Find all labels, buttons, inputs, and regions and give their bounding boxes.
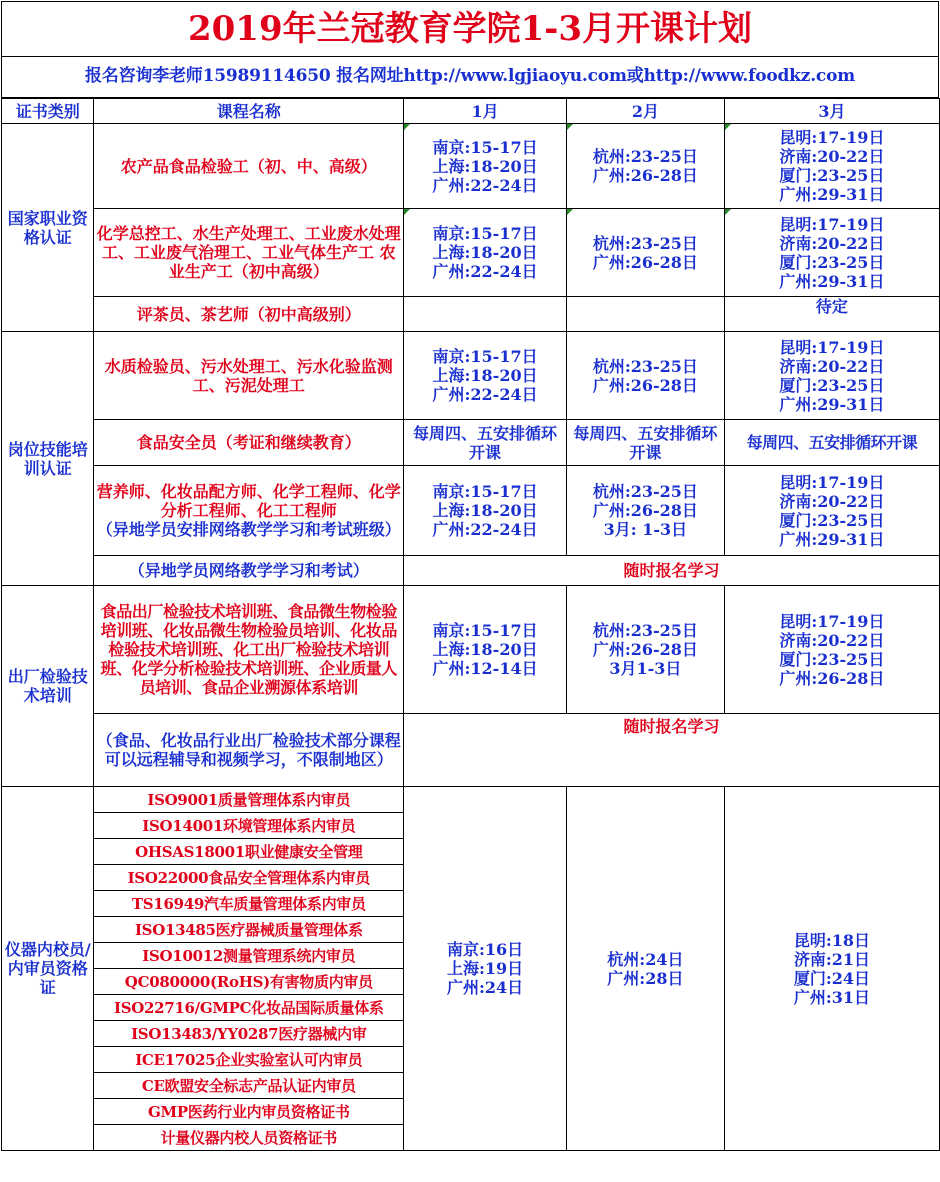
table-row (2, 787, 940, 813)
header-feb: 2月 (566, 99, 724, 124)
header-mar: 3月 (724, 99, 939, 124)
jan-cell: 南京:16日 上海:19日 广州:24日 (404, 787, 567, 1151)
mar-cell: 待定 (724, 297, 939, 332)
category-cell: 岗位技能培训认证 (2, 332, 94, 586)
mar-cell: 每周四、五安排循环开课 (724, 420, 939, 466)
course-cell: ISO13483/YY0287医疗器械内审 (94, 1021, 404, 1047)
table-row (2, 466, 940, 556)
table-row (2, 332, 940, 420)
course-cell: GMP医药行业内审员资格证书 (94, 1099, 404, 1125)
table-row (2, 124, 940, 209)
jan-cell: 南京:15-17日 上海:18-20日 广州:22-24日 (404, 209, 567, 297)
header-course: 课程名称 (94, 99, 404, 124)
table-row (2, 209, 940, 297)
table-row (2, 420, 940, 466)
header-row (2, 99, 940, 124)
course-cell: 食品安全员（考证和继续教育） (94, 420, 404, 466)
table-row (2, 556, 940, 586)
table-row (2, 297, 940, 332)
feb-cell: 杭州:23-25日 广州:26-28日 (566, 332, 724, 420)
jan-cell: 南京:15-17日 上海:18-20日 广州:12-14日 (404, 586, 567, 714)
course-cell: （异地学员网络教学学习和考试） (94, 556, 404, 586)
jan-cell: 南京:15-17日 上海:18-20日 广州:22-24日 (404, 124, 567, 209)
jan-cell: 南京:15-17日 上海:18-20日 广州:22-24日 (404, 466, 567, 556)
course-cell: 水质检验员、污水处理工、污水化验监测工、污泥处理工 (94, 332, 404, 420)
mar-cell: 昆明:18日 济南:21日 厦门:24日 广州:31日 (724, 787, 939, 1151)
feb-cell: 每周四、五安排循环开课 (566, 420, 724, 466)
jan-cell: 南京:15-17日 上海:18-20日 广州:22-24日 (404, 332, 567, 420)
course-cell: 农产品食品检验工（初、中、高级） (94, 124, 404, 209)
feb-cell: 杭州:23-25日 广州:26-28日 3月1-3日 (566, 586, 724, 714)
course-cell: ICE17025企业实验室认可内审员 (94, 1047, 404, 1073)
course-cell: ISO9001质量管理体系内审员 (94, 787, 404, 813)
mar-cell: 昆明:17-19日 济南:20-22日 厦门:23-25日 广州:26-28日 (724, 586, 939, 714)
feb-cell: 杭州:23-25日 广州:26-28日 (566, 124, 724, 209)
jan-cell: 每周四、五安排循环开课 (404, 420, 567, 466)
category-cell: 出厂检验技术培训 (2, 586, 94, 787)
course-cell: 计量仪器内校人员资格证书 (94, 1125, 404, 1151)
feb-cell: 杭州:23-25日 广州:26-28日 3月: 1-3日 (566, 466, 724, 556)
header-jan: 1月 (404, 99, 567, 124)
course-cell: CE欧盟安全标志产品认证内审员 (94, 1073, 404, 1099)
feb-cell (566, 297, 724, 332)
jan-cell (404, 297, 567, 332)
course-cell: 评茶员、茶艺师（初中高级别） (94, 297, 404, 332)
course-cell: 食品出厂检验技术培训班、食品微生物检验培训班、化妆品微生物检验员培训、化妆品检验技术培训班、化工出厂检验技术培训班、化学分析检验技术培训班、企业质量人员培训、食品企业溯源体系培训 (94, 586, 404, 714)
category-cell: 国家职业资格认证 (2, 124, 94, 332)
table-row (2, 586, 940, 714)
schedule-table (1, 98, 940, 1151)
course-cell: QC080000(RoHS)有害物质内审员 (94, 969, 404, 995)
mar-cell: 昆明:17-19日 济南:20-22日 厦门:23-25日 广州:29-31日 (724, 466, 939, 556)
course-cell: TS16949汽车质量管理体系内审员 (94, 891, 404, 917)
course-cell: （食品、化妆品行业出厂检验技术部分课程可以远程辅导和视频学习，不限制地区） (94, 714, 404, 787)
mar-cell: 昆明:17-19日 济南:20-22日 厦门:23-25日 广州:29-31日 (724, 332, 939, 420)
course-cell: ISO22716/GMPC化妆品国际质量体系 (94, 995, 404, 1021)
course-cell: ISO10012测量管理系统内审员 (94, 943, 404, 969)
header-category: 证书类别 (2, 99, 94, 124)
contact-line: 报名咨询李老师15989114650 报名网址http://www.lgjiaoyu.com或http://www.foodkz.com (1, 57, 939, 98)
course-cell: ISO22000食品安全管理体系内审员 (94, 865, 404, 891)
page-title: 2019年兰冠教育学院1-3月开课计划 (1, 1, 939, 57)
mar-cell: 昆明:17-19日 济南:20-22日 厦门:23-25日 广州:29-31日 (724, 124, 939, 209)
note-cell: 随时报名学习 (404, 556, 940, 586)
course-cell: ISO14001环境管理体系内审员 (94, 813, 404, 839)
table-row (2, 714, 940, 787)
course-cell: OHSAS18001职业健康安全管理 (94, 839, 404, 865)
mar-cell: 昆明:17-19日 济南:20-22日 厦门:23-25日 广州:29-31日 (724, 209, 939, 297)
course-cell: ISO13485医疗器械质量管理体系 (94, 917, 404, 943)
course-cell: 化学总控工、水生产处理工、工业废水处理工、工业废气治理工、工业气体生产工 农业生产工（初中高级） (94, 209, 404, 297)
course-cell: 营养师、化妆品配方师、化学工程师、化学分析工程师、化工工程师 （异地学员安排网络教学学习和考试班级） (94, 466, 404, 556)
category-cell: 仪器内校员/内审员资格证 (2, 787, 94, 1151)
feb-cell: 杭州:23-25日 广州:26-28日 (566, 209, 724, 297)
note-cell: 随时报名学习 (404, 714, 940, 787)
feb-cell: 杭州:24日 广州:28日 (566, 787, 724, 1151)
